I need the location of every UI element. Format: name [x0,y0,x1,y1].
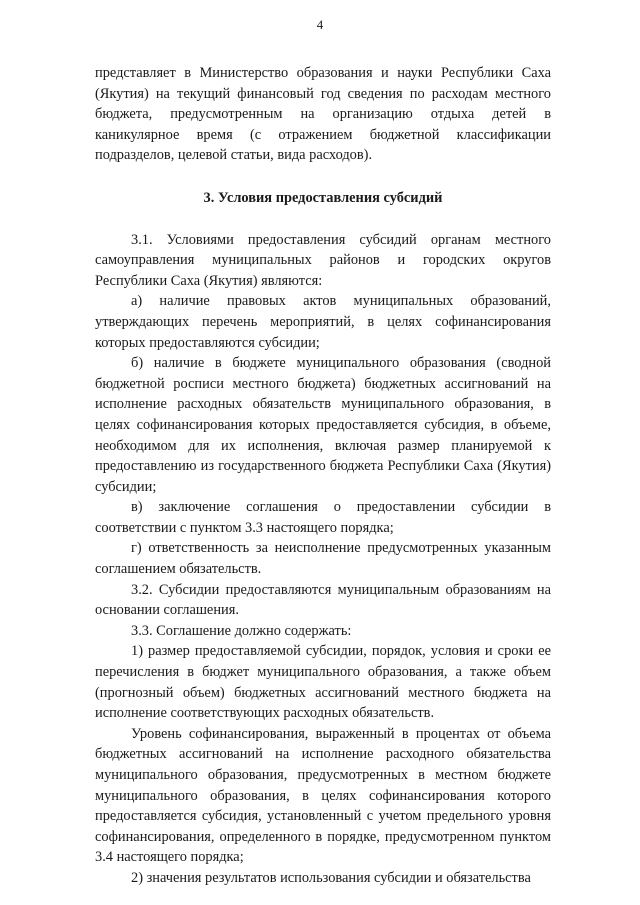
paragraph: а) наличие правовых актов муниципальных образований, утверждающих перечень мероприятий, в целях софинансирования которых предоставляются субсидии; [95,293,551,351]
paragraph: 3.2. Субсидии предоставляются муниципальным образованиям на основании соглашения. [95,581,551,619]
paragraph: в) заключение соглашения о предоставлении субсидии в соответствии с пунктом 3.3 настоящего порядка; [95,499,551,536]
document-body [95,63,551,889]
paragraph: 2) значения результатов использования субсидии и обязательства [131,869,531,886]
paragraph: 3.1. Условиями предоставления субсидий органам местного самоуправления муниципальных районов и городских округов Республики Саха (Якутия) являются: [95,231,551,289]
paragraph: б) наличие в бюджете муниципального образования (сводной бюджетной росписи местного бюджета) бюджетных ассигнований на исполнение расходных обязательств муниципального образования, в целях софинансирования которых предоставляется субсидия, в объеме, необходимом для их исполнения, включая размер планируемой к предоставлению из государственного бюджета Республики Саха (Якутия) субсидии; [95,355,551,495]
paragraph: 1) размер предоставляемой субсидии, порядок, условия и сроки ее перечисления в бюджет муниципального образования, а также объем (прогнозный объем) бюджетных ассигнований местного бюджета на исполнение соответствующих расходных обязательств. [95,643,551,722]
paragraph: г) ответственность за неисполнение предусмотренных указанным соглашением обязательств. [95,540,551,578]
paragraph: 3.3. Соглашение должно содержать: [131,622,352,639]
section-heading: 3. Условия предоставления субсидий [203,189,443,206]
page-number: 4 [316,17,324,32]
paragraph: Уровень софинансирования, выраженный в процентах от объема бюджетных ассигнований на исполнение расходного обязательства муниципального образования, предусмотренных в местном бюджете муниципального образования, в целях софинансирования которого предоставляется субсидия, установленный с учетом предельного уровня софинансирования, определенного в порядке, предусмотренном пунктом 3.4 настоящего порядка; [95,725,551,866]
paragraph: представляет в Министерство образования и науки Республики Саха (Якутия) на текущий финансовый год сведения по расходам местного бюджета, предусмотренным на организацию отдыха детей в каникулярное время (с отражением бюджетной классификации подразделов, целевой статьи, вида расходов). [95,65,551,164]
